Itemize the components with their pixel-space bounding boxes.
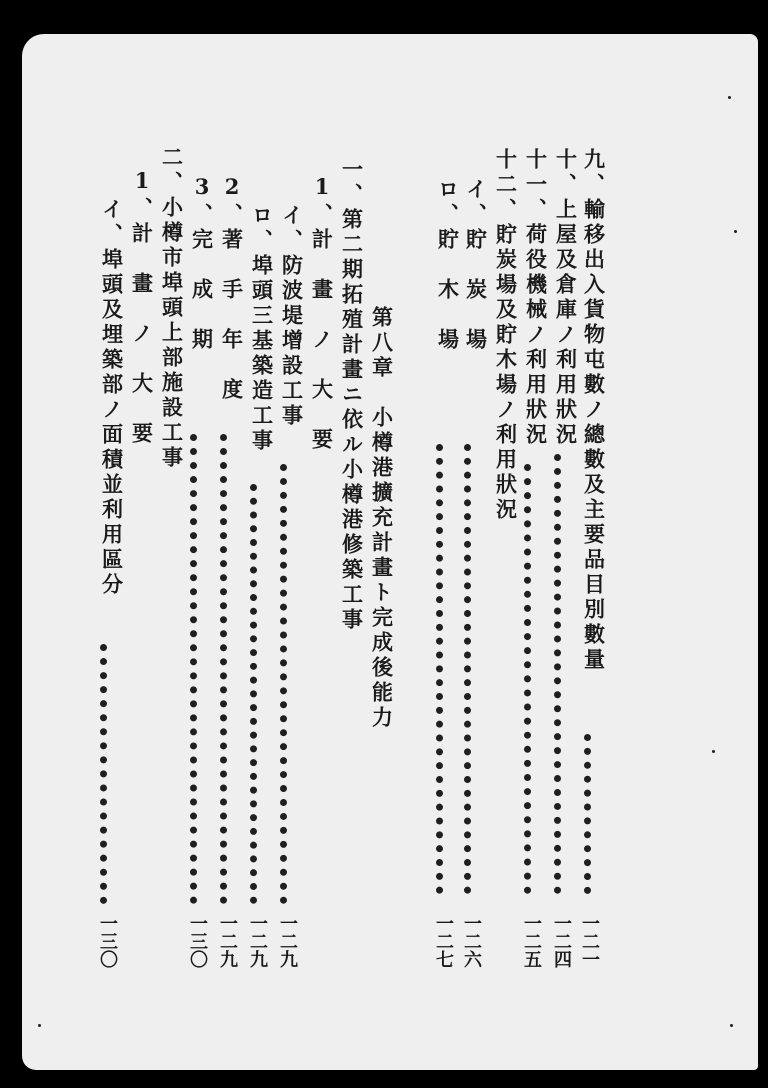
toc-entry-label: 十一、荷役機械ノ利用狀況	[523, 148, 549, 448]
toc-entry-label: イ、防波堤增設工事	[279, 204, 305, 429]
toc-entry-label: 1、計 畫 ノ 大 要	[129, 168, 155, 447]
toc-entry-label: 十、上屋及倉庫ノ利用狀況	[553, 148, 579, 448]
toc-entry	[432, 34, 464, 353]
scan-speck	[712, 750, 715, 753]
toc-entry-page: 一二九	[277, 914, 298, 968]
toc-entry-page: 一二一	[579, 914, 600, 968]
toc-entry	[306, 34, 338, 453]
toc-entry-page: 一二七	[433, 914, 454, 968]
toc-entry	[460, 34, 492, 353]
toc-entry-page: 一二六	[461, 914, 482, 968]
leader-dots	[220, 434, 233, 904]
toc-entry-label: イ、貯 炭 場	[463, 178, 489, 353]
toc-entry-label: 3、完 成 期	[189, 174, 215, 353]
leader-dots	[280, 464, 293, 904]
leader-dots	[464, 444, 477, 894]
toc-entry	[336, 34, 368, 633]
scan-speck	[730, 1024, 733, 1027]
toc-entry	[550, 34, 582, 448]
toc-entry	[578, 34, 610, 673]
toc-entry-page: 一二九	[217, 914, 238, 968]
leader-dots	[100, 644, 113, 904]
toc-entry	[490, 34, 522, 523]
toc-entry-label: ロ、貯 木 場	[435, 178, 461, 353]
toc-entry-label: 2、著 手 年 度	[219, 174, 245, 403]
toc-entry	[186, 34, 218, 353]
toc-entry-label: イ、埠頭及埋築部ノ面積並利用區分	[99, 198, 125, 598]
toc-entry	[216, 34, 248, 403]
leader-dots	[584, 734, 597, 894]
leader-dots	[524, 464, 537, 894]
document-page	[22, 34, 758, 1070]
toc-entry-label: 九、輸移出入貨物屯數ノ總數及主要品目別數量	[581, 148, 607, 673]
toc-entry	[276, 34, 308, 429]
scan-speck	[734, 230, 737, 233]
toc-entry-page: 一三〇	[97, 914, 118, 968]
toc-entry-label: 十二、貯炭場及貯木場ノ利用狀況	[493, 148, 519, 523]
toc-entry-page: 一二四	[551, 914, 572, 968]
toc-entry	[520, 34, 552, 448]
toc-entry	[96, 34, 128, 598]
toc-entry	[156, 34, 188, 471]
toc-entry-page: 一二九	[247, 914, 268, 968]
scan-speck	[38, 1024, 41, 1027]
toc-entry-page: 一二五	[521, 914, 542, 968]
leader-dots	[554, 454, 567, 894]
leader-dots	[250, 484, 263, 904]
leader-dots	[436, 444, 449, 894]
chapter-title: 第八章 小樽港擴充計畫ト完成後能力	[369, 306, 395, 731]
chapter-heading	[366, 34, 398, 731]
toc-entry-label: 1、計 畫 ノ 大 要	[309, 174, 335, 453]
toc-entry-label: 二、小樽市埠頭上部施設工事	[159, 146, 185, 471]
toc-entry	[246, 34, 278, 454]
scan-speck	[728, 96, 731, 99]
toc-entry-label: 一、第二期拓殖計畫ニ依ル小樽港修築工事	[339, 158, 365, 633]
toc-entry-label: ロ、埠頭三基築造工事	[249, 204, 275, 454]
toc-entry	[126, 34, 158, 447]
toc-entry-page: 一三〇	[187, 914, 208, 968]
leader-dots	[190, 434, 203, 904]
